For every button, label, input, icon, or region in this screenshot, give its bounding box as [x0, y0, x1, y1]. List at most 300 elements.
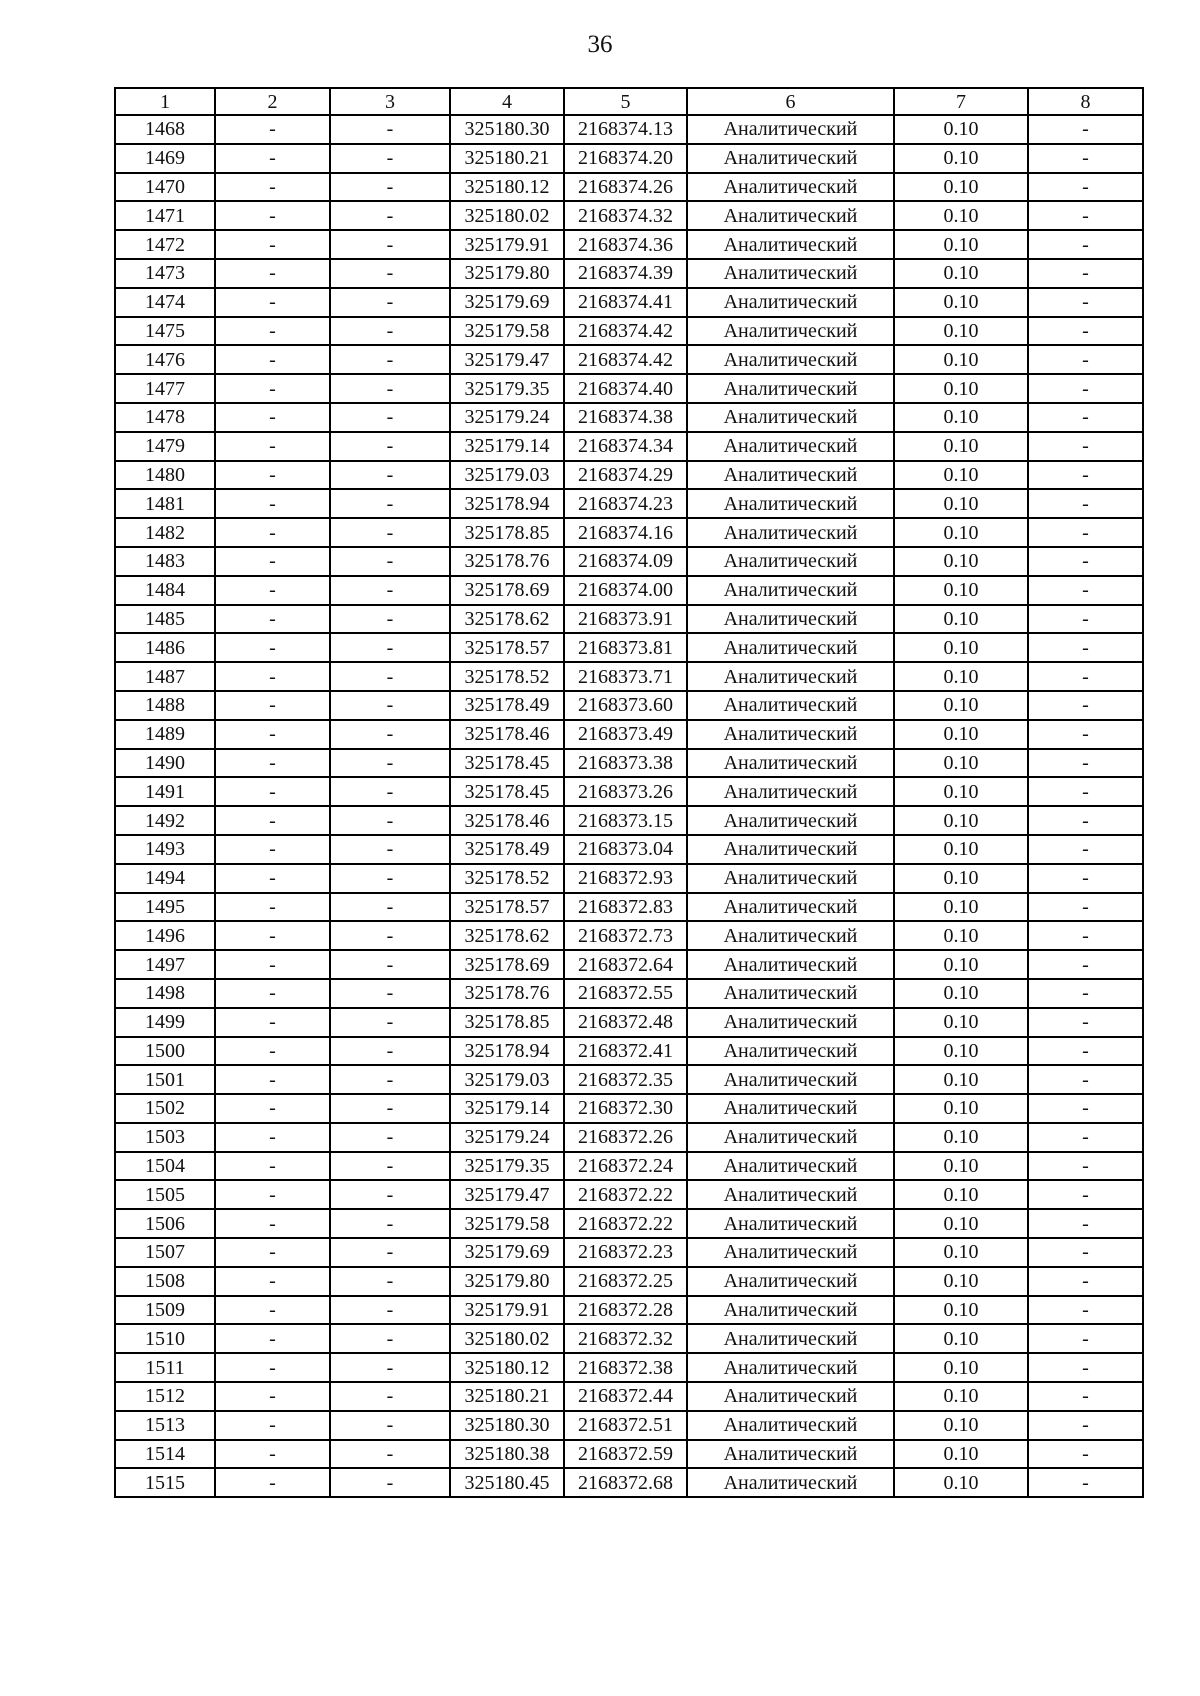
table-cell: - — [330, 489, 450, 518]
table-cell: 1493 — [115, 835, 215, 864]
table-cell: 325178.52 — [450, 864, 564, 893]
table-row — [115, 893, 1143, 922]
table-cell: 0.10 — [894, 1180, 1028, 1209]
table-cell: - — [330, 1008, 450, 1037]
table-row — [115, 605, 1143, 634]
table-cell: - — [215, 921, 330, 950]
table-cell: - — [1028, 374, 1143, 403]
table-row — [115, 547, 1143, 576]
table-cell: 0.10 — [894, 230, 1028, 259]
table-cell: - — [1028, 1094, 1143, 1123]
table-cell: - — [1028, 1324, 1143, 1353]
table-cell: 1473 — [115, 259, 215, 288]
table-cell: - — [330, 230, 450, 259]
table-row — [115, 806, 1143, 835]
table-cell: 2168373.91 — [564, 605, 687, 634]
table-cell: - — [1028, 1152, 1143, 1181]
table-cell: - — [1028, 288, 1143, 317]
table-cell: 325178.76 — [450, 547, 564, 576]
table-cell: 0.10 — [894, 1296, 1028, 1325]
table-row — [115, 921, 1143, 950]
table-row — [115, 576, 1143, 605]
table-cell: Аналитический — [687, 288, 894, 317]
table-cell: - — [330, 345, 450, 374]
table-cell: 0.10 — [894, 317, 1028, 346]
table-cell: 1479 — [115, 432, 215, 461]
table-cell: - — [330, 1152, 450, 1181]
table-cell: - — [1028, 259, 1143, 288]
table-cell: - — [1028, 1065, 1143, 1094]
table-cell: - — [330, 173, 450, 202]
table-cell: - — [215, 173, 330, 202]
table-cell: Аналитический — [687, 633, 894, 662]
column-header: 8 — [1028, 88, 1143, 115]
table-cell: 1474 — [115, 288, 215, 317]
table-row — [115, 749, 1143, 778]
table-cell: 325179.80 — [450, 259, 564, 288]
table-cell: 325179.58 — [450, 1209, 564, 1238]
table-row — [115, 144, 1143, 173]
table-cell: - — [330, 605, 450, 634]
table-cell: 1482 — [115, 518, 215, 547]
table-cell: 325180.02 — [450, 1324, 564, 1353]
table-row — [115, 1324, 1143, 1353]
table-cell: 0.10 — [894, 201, 1028, 230]
table-cell: 1486 — [115, 633, 215, 662]
table-row — [115, 1353, 1143, 1382]
table-cell: 1497 — [115, 950, 215, 979]
table-cell: 1480 — [115, 461, 215, 490]
table-cell: - — [1028, 1267, 1143, 1296]
table-cell: - — [1028, 893, 1143, 922]
table-cell: 1484 — [115, 576, 215, 605]
table-cell: - — [1028, 403, 1143, 432]
table-cell: 0.10 — [894, 259, 1028, 288]
table-cell: - — [1028, 1353, 1143, 1382]
table-cell: Аналитический — [687, 720, 894, 749]
table-cell: 325180.45 — [450, 1468, 564, 1497]
table-cell: - — [215, 806, 330, 835]
table-cell: Аналитический — [687, 691, 894, 720]
table-cell: 0.10 — [894, 1468, 1028, 1497]
table-cell: 0.10 — [894, 1209, 1028, 1238]
table-cell: - — [1028, 864, 1143, 893]
table-cell: - — [1028, 461, 1143, 490]
table-cell: 0.10 — [894, 576, 1028, 605]
table-cell: - — [1028, 1037, 1143, 1066]
table-cell: Аналитический — [687, 1065, 894, 1094]
table-cell: - — [330, 749, 450, 778]
table-cell: 2168374.41 — [564, 288, 687, 317]
table-row — [115, 1296, 1143, 1325]
table-cell: 2168373.81 — [564, 633, 687, 662]
table-cell: Аналитический — [687, 1440, 894, 1469]
table-row — [115, 461, 1143, 490]
table-cell: - — [215, 1382, 330, 1411]
table-cell: 325178.57 — [450, 893, 564, 922]
table-cell: 2168374.09 — [564, 547, 687, 576]
table-cell: Аналитический — [687, 547, 894, 576]
table-cell: 1500 — [115, 1037, 215, 1066]
table-cell: Аналитический — [687, 1008, 894, 1037]
table-cell: 325178.94 — [450, 1037, 564, 1066]
table-cell: Аналитический — [687, 662, 894, 691]
table-cell: 0.10 — [894, 1267, 1028, 1296]
table-cell: - — [1028, 144, 1143, 173]
table-cell: - — [330, 1094, 450, 1123]
table-cell: 1507 — [115, 1238, 215, 1267]
table-cell: - — [330, 317, 450, 346]
table-cell: 1481 — [115, 489, 215, 518]
table-row — [115, 374, 1143, 403]
table-cell: - — [215, 777, 330, 806]
table-row — [115, 345, 1143, 374]
table-cell: Аналитический — [687, 893, 894, 922]
table-cell: 2168372.68 — [564, 1468, 687, 1497]
table-cell: 1511 — [115, 1353, 215, 1382]
table-cell: - — [215, 720, 330, 749]
table-cell: Аналитический — [687, 230, 894, 259]
table-cell: 2168374.29 — [564, 461, 687, 490]
table-cell: - — [330, 259, 450, 288]
table-cell: Аналитический — [687, 1468, 894, 1497]
table-cell: - — [1028, 1382, 1143, 1411]
table-cell: - — [215, 115, 330, 144]
table-row — [115, 1180, 1143, 1209]
table-cell: 2168373.60 — [564, 691, 687, 720]
coordinates-table — [114, 87, 1144, 1498]
table-cell: - — [330, 1353, 450, 1382]
table-cell: 2168374.42 — [564, 317, 687, 346]
table-cell: Аналитический — [687, 461, 894, 490]
table-cell: - — [215, 259, 330, 288]
table-cell: 0.10 — [894, 489, 1028, 518]
table-cell: - — [1028, 921, 1143, 950]
table-cell: 1499 — [115, 1008, 215, 1037]
table-cell: - — [1028, 576, 1143, 605]
table-cell: Аналитический — [687, 374, 894, 403]
table-cell: - — [330, 979, 450, 1008]
table-cell: 2168372.44 — [564, 1382, 687, 1411]
table-row — [115, 662, 1143, 691]
table-cell: 325180.21 — [450, 1382, 564, 1411]
table-cell: 2168373.15 — [564, 806, 687, 835]
table-cell: 325178.76 — [450, 979, 564, 1008]
table-cell: 325180.12 — [450, 173, 564, 202]
table-cell: - — [215, 950, 330, 979]
table-cell: 325180.38 — [450, 1440, 564, 1469]
table-cell: - — [215, 1468, 330, 1497]
table-cell: - — [215, 547, 330, 576]
table-cell: 0.10 — [894, 1094, 1028, 1123]
table-cell: 325179.47 — [450, 1180, 564, 1209]
table-cell: 2168374.16 — [564, 518, 687, 547]
table-cell: 2168374.36 — [564, 230, 687, 259]
table-cell: 2168372.59 — [564, 1440, 687, 1469]
table-row — [115, 720, 1143, 749]
page-number: 36 — [587, 31, 613, 58]
table-cell: - — [1028, 1440, 1143, 1469]
table-cell: 325180.30 — [450, 1411, 564, 1440]
table-cell: - — [330, 806, 450, 835]
table-cell: 1504 — [115, 1152, 215, 1181]
table-cell: 325178.49 — [450, 835, 564, 864]
table-cell: - — [215, 1353, 330, 1382]
table-cell: 325180.21 — [450, 144, 564, 173]
table-cell: - — [1028, 1180, 1143, 1209]
table-cell: 1472 — [115, 230, 215, 259]
table-cell: Аналитический — [687, 317, 894, 346]
table-row — [115, 115, 1143, 144]
table-cell: - — [330, 662, 450, 691]
table-cell: 0.10 — [894, 403, 1028, 432]
table-cell: 1490 — [115, 749, 215, 778]
table-cell: 1496 — [115, 921, 215, 950]
table-cell: 0.10 — [894, 144, 1028, 173]
table-cell: - — [215, 201, 330, 230]
table-cell: 2168374.42 — [564, 345, 687, 374]
table-cell: 325178.45 — [450, 749, 564, 778]
table-cell: Аналитический — [687, 403, 894, 432]
table-cell: 0.10 — [894, 1037, 1028, 1066]
table-cell: - — [215, 489, 330, 518]
table-cell: - — [330, 691, 450, 720]
table-cell: 2168373.38 — [564, 749, 687, 778]
table-cell: 0.10 — [894, 893, 1028, 922]
table-cell: 325179.24 — [450, 403, 564, 432]
table-row — [115, 1382, 1143, 1411]
table-cell: Аналитический — [687, 749, 894, 778]
table-cell: - — [215, 633, 330, 662]
table-body — [115, 115, 1143, 1497]
table-cell: 2168372.48 — [564, 1008, 687, 1037]
table-cell: Аналитический — [687, 432, 894, 461]
table-cell: - — [1028, 633, 1143, 662]
table-cell: Аналитический — [687, 1209, 894, 1238]
table-cell: 325180.30 — [450, 115, 564, 144]
table-cell: 2168374.00 — [564, 576, 687, 605]
table-cell: - — [1028, 345, 1143, 374]
table-cell: - — [215, 691, 330, 720]
table-cell: 2168372.38 — [564, 1353, 687, 1382]
column-header: 3 — [330, 88, 450, 115]
table-cell: - — [330, 461, 450, 490]
table-cell: Аналитический — [687, 489, 894, 518]
table-cell: 2168374.23 — [564, 489, 687, 518]
table-cell: Аналитический — [687, 605, 894, 634]
table-cell: 1508 — [115, 1267, 215, 1296]
column-header: 5 — [564, 88, 687, 115]
table-cell: 325179.69 — [450, 288, 564, 317]
table-cell: - — [215, 1094, 330, 1123]
table-cell: - — [330, 1468, 450, 1497]
table-cell: Аналитический — [687, 1296, 894, 1325]
table-cell: 2168372.35 — [564, 1065, 687, 1094]
table-cell: 2168372.22 — [564, 1209, 687, 1238]
table-cell: 1492 — [115, 806, 215, 835]
table-cell: 2168373.49 — [564, 720, 687, 749]
table-row — [115, 1123, 1143, 1152]
table-cell: Аналитический — [687, 979, 894, 1008]
table-cell: 2168372.51 — [564, 1411, 687, 1440]
table-cell: 0.10 — [894, 691, 1028, 720]
table-cell: 2168372.64 — [564, 950, 687, 979]
table-cell: - — [330, 864, 450, 893]
table-cell: 0.10 — [894, 1008, 1028, 1037]
table-cell: - — [215, 374, 330, 403]
table-cell: 1468 — [115, 115, 215, 144]
table-cell: Аналитический — [687, 1123, 894, 1152]
table-cell: 1512 — [115, 1382, 215, 1411]
table-cell: - — [215, 144, 330, 173]
table-cell: - — [215, 432, 330, 461]
table-cell: - — [215, 576, 330, 605]
table-cell: Аналитический — [687, 1238, 894, 1267]
table-cell: 2168372.22 — [564, 1180, 687, 1209]
table-cell: 0.10 — [894, 1065, 1028, 1094]
table-row — [115, 1267, 1143, 1296]
header-row — [115, 88, 1143, 115]
column-header: 7 — [894, 88, 1028, 115]
table-cell: 1501 — [115, 1065, 215, 1094]
table-cell: 2168372.24 — [564, 1152, 687, 1181]
table-cell: - — [215, 1411, 330, 1440]
table-cell: 2168374.32 — [564, 201, 687, 230]
table-cell: 0.10 — [894, 921, 1028, 950]
table-cell: 1475 — [115, 317, 215, 346]
table-cell: - — [330, 921, 450, 950]
table-cell: 325179.80 — [450, 1267, 564, 1296]
table-cell: 325179.24 — [450, 1123, 564, 1152]
table-cell: - — [330, 432, 450, 461]
table-cell: - — [215, 230, 330, 259]
table-cell: - — [215, 1008, 330, 1037]
table-cell: 325178.62 — [450, 605, 564, 634]
table-cell: - — [330, 633, 450, 662]
table-cell: 325179.58 — [450, 317, 564, 346]
table-cell: - — [215, 1209, 330, 1238]
table-row — [115, 835, 1143, 864]
table-header — [115, 88, 1143, 115]
table-cell: - — [330, 1267, 450, 1296]
table-row — [115, 518, 1143, 547]
table-cell: - — [215, 1037, 330, 1066]
table-cell: 325178.85 — [450, 1008, 564, 1037]
table-cell: - — [330, 518, 450, 547]
table-cell: 1478 — [115, 403, 215, 432]
table-cell: - — [215, 1152, 330, 1181]
table-cell: Аналитический — [687, 1267, 894, 1296]
table-cell: 0.10 — [894, 518, 1028, 547]
table-cell: Аналитический — [687, 1037, 894, 1066]
table-cell: - — [215, 1123, 330, 1152]
table-cell: 325179.03 — [450, 1065, 564, 1094]
table-cell: 0.10 — [894, 1152, 1028, 1181]
table-cell: - — [330, 1411, 450, 1440]
table-cell: Аналитический — [687, 201, 894, 230]
table-cell: 0.10 — [894, 749, 1028, 778]
table-row — [115, 432, 1143, 461]
table-cell: 0.10 — [894, 1238, 1028, 1267]
table-cell: 325178.94 — [450, 489, 564, 518]
table-cell: 0.10 — [894, 1324, 1028, 1353]
table-cell: - — [1028, 1209, 1143, 1238]
table-row — [115, 1065, 1143, 1094]
table-cell: - — [330, 403, 450, 432]
table-cell: - — [1028, 230, 1143, 259]
table-cell: - — [330, 201, 450, 230]
table-cell: 325178.46 — [450, 720, 564, 749]
table-cell: 325179.03 — [450, 461, 564, 490]
table-cell: - — [215, 1324, 330, 1353]
table-cell: 325178.46 — [450, 806, 564, 835]
table-cell: 0.10 — [894, 288, 1028, 317]
table-cell: Аналитический — [687, 835, 894, 864]
table-cell: - — [1028, 691, 1143, 720]
table-cell: 2168374.39 — [564, 259, 687, 288]
table-cell: 325178.49 — [450, 691, 564, 720]
table-cell: - — [330, 777, 450, 806]
table-cell: - — [215, 518, 330, 547]
table-cell: Аналитический — [687, 950, 894, 979]
column-header: 2 — [215, 88, 330, 115]
table-cell: 0.10 — [894, 1440, 1028, 1469]
table-row — [115, 1440, 1143, 1469]
table-cell: Аналитический — [687, 806, 894, 835]
table-row — [115, 259, 1143, 288]
table-cell: 1514 — [115, 1440, 215, 1469]
table-cell: - — [1028, 806, 1143, 835]
table-cell: 325180.02 — [450, 201, 564, 230]
table-cell: - — [330, 1037, 450, 1066]
table-cell: 1509 — [115, 1296, 215, 1325]
table-cell: Аналитический — [687, 1411, 894, 1440]
table-cell: - — [330, 115, 450, 144]
table-row — [115, 777, 1143, 806]
table-cell: 0.10 — [894, 777, 1028, 806]
table-cell: 2168374.20 — [564, 144, 687, 173]
table-cell: 0.10 — [894, 173, 1028, 202]
table-cell: - — [1028, 749, 1143, 778]
table-cell: Аналитический — [687, 518, 894, 547]
table-cell: - — [330, 288, 450, 317]
table-cell: 1488 — [115, 691, 215, 720]
table-cell: 0.10 — [894, 835, 1028, 864]
table-row — [115, 691, 1143, 720]
table-cell: 1477 — [115, 374, 215, 403]
table-cell: Аналитический — [687, 345, 894, 374]
table-cell: 2168372.41 — [564, 1037, 687, 1066]
table-cell: Аналитический — [687, 1152, 894, 1181]
table-row — [115, 288, 1143, 317]
table-cell: Аналитический — [687, 864, 894, 893]
table-cell: 0.10 — [894, 662, 1028, 691]
table-cell: - — [1028, 1238, 1143, 1267]
table-cell: 325179.91 — [450, 1296, 564, 1325]
table-cell: 2168373.71 — [564, 662, 687, 691]
table-cell: 1506 — [115, 1209, 215, 1238]
table-cell: 2168374.26 — [564, 173, 687, 202]
table-cell: - — [330, 1209, 450, 1238]
table-cell: - — [1028, 317, 1143, 346]
table-row — [115, 1152, 1143, 1181]
table-cell: - — [215, 1180, 330, 1209]
table-cell: 0.10 — [894, 1382, 1028, 1411]
table-cell: Аналитический — [687, 173, 894, 202]
table-cell: - — [215, 893, 330, 922]
table-cell: 1485 — [115, 605, 215, 634]
table-cell: 1502 — [115, 1094, 215, 1123]
